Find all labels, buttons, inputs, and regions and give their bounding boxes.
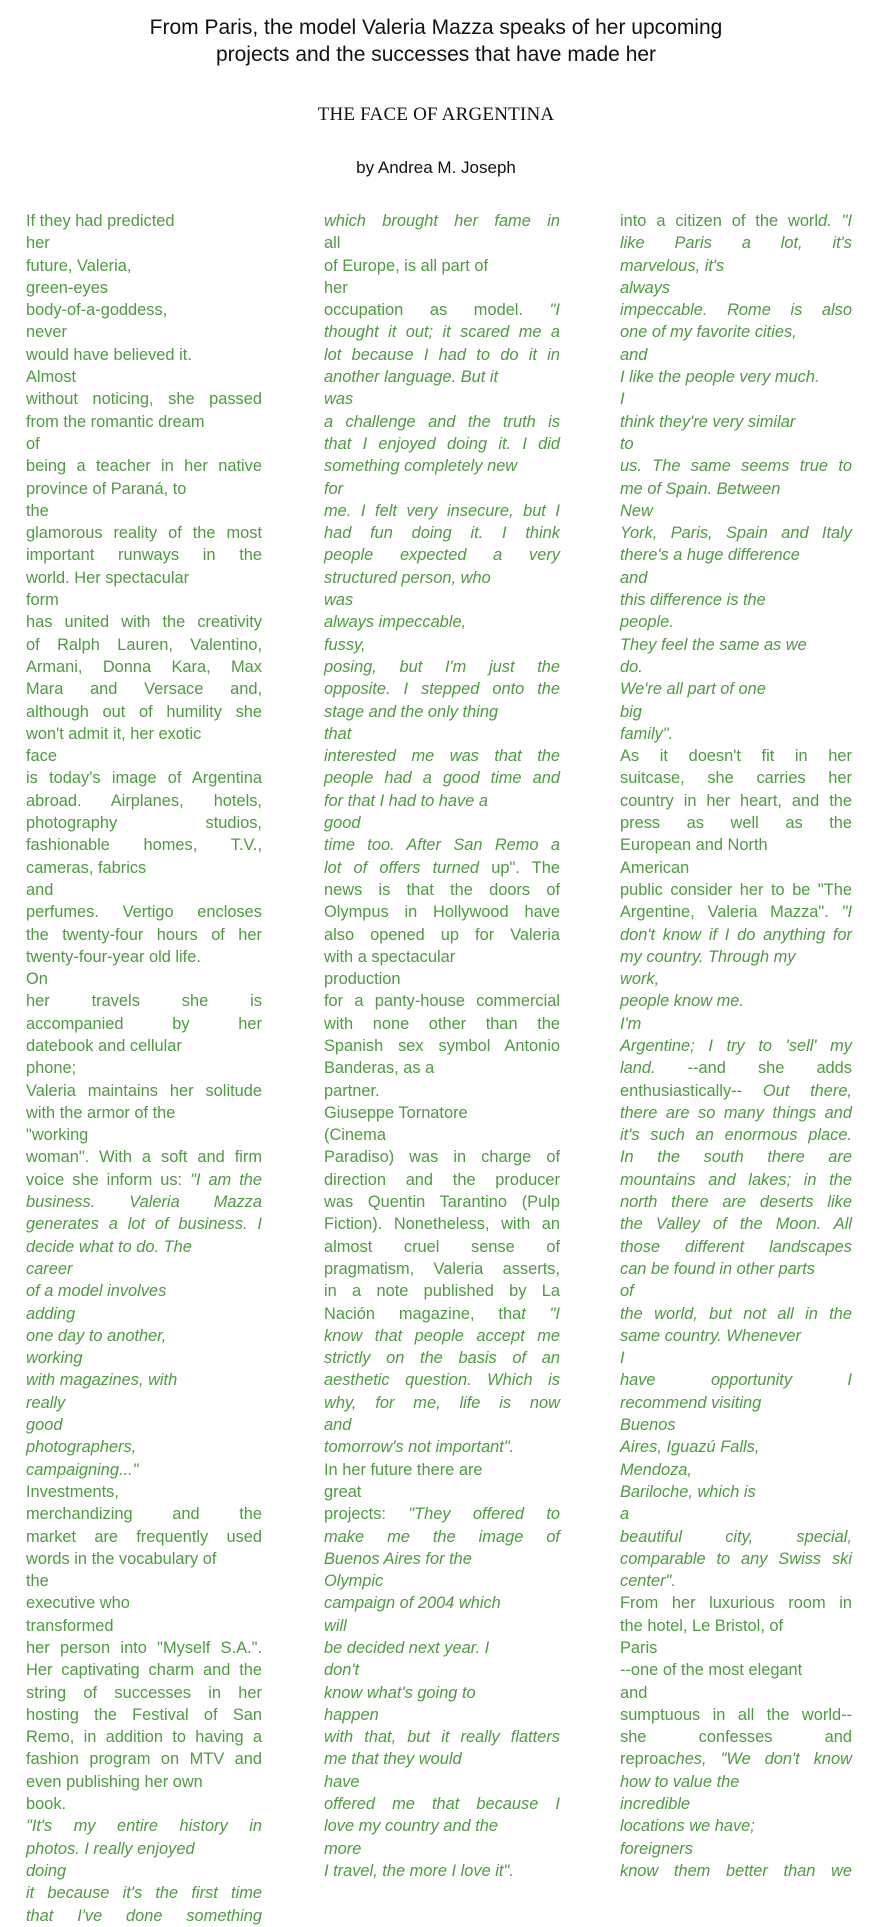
- article-line: can be found in other parts: [620, 1259, 815, 1278]
- article-line: the twenty-four hours of her: [26, 925, 262, 944]
- article-line: pragmatism, Valeria asserts,: [324, 1259, 560, 1278]
- article-line: do.: [620, 657, 643, 676]
- article-line: reproaches, "We don't know: [620, 1750, 852, 1769]
- article-line: executive who: [26, 1594, 130, 1613]
- article-line: face: [26, 747, 57, 766]
- article-line: mountains and lakes; in the: [620, 1170, 852, 1189]
- article-line: people had a good time and: [324, 769, 560, 788]
- article-line: all: [324, 234, 341, 253]
- article-line: don't know if I do anything for: [620, 925, 852, 944]
- article-line: career: [26, 1259, 73, 1278]
- article-line: province of Paraná, to: [26, 479, 187, 498]
- article-line: Paradiso) was in charge of: [324, 1148, 560, 1167]
- article-line: Argentine; I try to 'sell' my: [620, 1036, 852, 1055]
- article-line: north there are deserts like: [620, 1193, 852, 1212]
- article-line: Bariloche, which is: [620, 1482, 756, 1501]
- article-line: for: [324, 479, 344, 498]
- article-line: lot of offers turned up". The: [324, 858, 560, 877]
- article-line: it's such an enormous place.: [620, 1126, 852, 1145]
- article-line: Giuseppe Tornatore: [324, 1103, 468, 1122]
- article-line: I like the people very much.: [620, 368, 820, 387]
- article-line: that: [324, 724, 352, 743]
- article-line: for that I had to have a: [324, 791, 489, 810]
- article-line: family".: [620, 724, 674, 743]
- article-line: We're all part of one: [620, 680, 766, 699]
- article-line: On: [26, 970, 48, 989]
- article-line: has united with the creativity: [26, 613, 262, 632]
- article-line: was Quentin Tarantino (Pulp: [324, 1193, 560, 1212]
- article-line: will: [324, 1616, 347, 1635]
- article-line: the Valley of the Moon. All: [620, 1215, 852, 1234]
- article-line: never: [26, 323, 68, 342]
- article-line: almost cruel sense of: [324, 1237, 560, 1256]
- article-column-1: [26, 210, 262, 1927]
- article-line: projects: "They offered to: [324, 1505, 560, 1524]
- article-line: posing, but I'm just the: [324, 657, 560, 676]
- article-line: woman". With a soft and firm: [26, 1148, 262, 1167]
- article-line: which brought her fame in: [324, 212, 560, 230]
- article-line: enthusiastically-- Out there,: [620, 1081, 852, 1100]
- article-line: always impeccable,: [324, 613, 467, 632]
- article-line: photos. I really enjoyed: [26, 1839, 195, 1858]
- article-line: In her future there are: [324, 1460, 483, 1479]
- article-line: photography studios,: [26, 814, 262, 833]
- article-line: had fun doing it. I think: [324, 524, 560, 543]
- article-line: production: [324, 970, 401, 989]
- article-line: and: [324, 1416, 352, 1435]
- article-line: Almost: [26, 368, 77, 387]
- article-line: locations we have;: [620, 1817, 755, 1836]
- article-line: interested me was that the: [324, 747, 560, 766]
- article-line: Aires, Iguazú Falls,: [620, 1438, 760, 1457]
- article-line: people.: [620, 613, 674, 632]
- article-line: people know me.: [620, 992, 744, 1011]
- article-line: Remo, in addition to having a: [26, 1728, 262, 1747]
- article-column-2: [324, 210, 560, 1882]
- article-line: of: [26, 434, 40, 453]
- article-line: my country. Through my: [620, 947, 796, 966]
- article-line: the: [26, 1572, 49, 1591]
- article-line: accompanied by her: [26, 1014, 262, 1033]
- article-line: have: [324, 1772, 360, 1791]
- article-line: datebook and cellular: [26, 1036, 182, 1055]
- article-line: beautiful city, special,: [620, 1527, 852, 1546]
- article-line: to: [620, 434, 634, 453]
- article-line: would have believed it.: [26, 345, 192, 364]
- article-line: without noticing, she passed: [26, 390, 262, 409]
- article-line: with that, but it really flatters: [324, 1728, 560, 1747]
- article-headline: THE FACE OF ARGENTINA: [317, 104, 555, 125]
- article-line: hosting the Festival of San: [26, 1705, 262, 1724]
- article-line: aesthetic question. Which is: [324, 1371, 560, 1390]
- article-line: of Ralph Lauren, Valentino,: [26, 635, 262, 654]
- article-line: structured person, who: [324, 568, 491, 587]
- article-line: with a spectacular: [324, 947, 456, 966]
- article-line: people expected a very: [324, 546, 560, 565]
- article-line: for a panty-house commercial: [324, 992, 560, 1011]
- article-line: even publishing her own: [26, 1772, 203, 1791]
- article-line: body-of-a-goddess,: [26, 301, 168, 320]
- article-line: have opportunity I: [620, 1371, 852, 1390]
- article-line: occupation as model. "I: [324, 301, 560, 320]
- article-line: news is that the doors of: [324, 880, 560, 899]
- article-line: this difference is the: [620, 591, 766, 610]
- article-line: transformed: [26, 1616, 114, 1635]
- article-line: York, Paris, Spain and Italy: [620, 524, 852, 543]
- article-line: another language. But it: [324, 368, 499, 387]
- article-line: European and North: [620, 836, 768, 855]
- article-line: (Cinema: [324, 1126, 386, 1145]
- article-line: be decided next year. I: [324, 1639, 490, 1657]
- article-line: with the armor of the: [26, 1103, 176, 1122]
- article-line: stage and the only thing: [324, 702, 499, 721]
- article-line: Fiction). Nonetheless, with an: [324, 1215, 560, 1234]
- article-line: thought it out; it scared me a: [324, 323, 560, 342]
- article-line: was: [324, 591, 354, 610]
- article-line: that I've done something: [26, 1906, 262, 1925]
- article-line: was: [324, 390, 354, 409]
- article-line: perfumes. Vertigo encloses: [26, 903, 262, 922]
- article-line: cameras, fabrics: [26, 858, 147, 877]
- article-line: market are frequently used: [26, 1527, 262, 1546]
- article-line: know that people accept me: [324, 1326, 560, 1345]
- article-line: phone;: [26, 1059, 77, 1078]
- article-line: campaign of 2004 which: [324, 1594, 501, 1613]
- article-line: I'm: [620, 1014, 642, 1033]
- article-line: business. Valeria Mazza: [26, 1193, 262, 1212]
- article-line: the: [26, 501, 49, 520]
- article-line: something completely new: [324, 457, 518, 476]
- article-line: merchandizing and the: [26, 1505, 262, 1524]
- article-line: also opened up for Valeria: [324, 925, 560, 944]
- article-line: her travels she is: [26, 992, 262, 1011]
- article-line: Buenos Aires for the: [324, 1549, 472, 1568]
- article-line: Banderas, as a: [324, 1059, 435, 1078]
- article-line: and: [26, 880, 54, 899]
- article-line: how to value the: [620, 1772, 740, 1791]
- article-line: those different landscapes: [620, 1237, 852, 1256]
- article-column-3: [620, 210, 852, 1882]
- article-line: from the romantic dream: [26, 412, 205, 431]
- article-line: she confesses and: [620, 1728, 852, 1747]
- article-line: think they're very similar: [620, 412, 796, 431]
- article-line: "It's my entire history in: [26, 1817, 262, 1836]
- article-line: there's a huge difference: [620, 546, 800, 565]
- article-line: I: [620, 1349, 625, 1368]
- article-line: and: [620, 1683, 648, 1702]
- article-line: in a note published by La: [324, 1282, 560, 1301]
- article-line: incredible: [620, 1795, 691, 1814]
- article-line: fashion program on MTV and: [26, 1750, 262, 1769]
- article-line: press as well as the: [620, 814, 852, 833]
- article-header: [0, 14, 872, 178]
- article-line: Valeria maintains her solitude: [26, 1081, 262, 1100]
- article-line: recommend visiting: [620, 1393, 762, 1412]
- article-line: me that they would: [324, 1750, 462, 1769]
- article-line: strictly on the basis of an: [324, 1349, 560, 1368]
- article-line: of: [620, 1282, 634, 1301]
- article-line: really: [26, 1393, 66, 1412]
- article-line: tomorrow's not important".: [324, 1438, 515, 1457]
- article-line: more: [324, 1839, 362, 1858]
- article-line: form: [26, 591, 59, 610]
- article-line: good: [324, 814, 361, 833]
- article-line: won't admit it, her exotic: [26, 724, 202, 743]
- article-line: I travel, the more I love it".: [324, 1861, 514, 1880]
- article-line: They feel the same as we: [620, 635, 807, 654]
- article-line: us. The same seems true to: [620, 457, 852, 476]
- article-line: land. --and she adds: [620, 1059, 852, 1078]
- article-line: Armani, Donna Kara, Max: [26, 657, 262, 676]
- article-line: partner.: [324, 1081, 380, 1100]
- article-line: don't: [324, 1661, 360, 1680]
- article-line: big: [620, 702, 642, 721]
- article-line: photographers,: [26, 1438, 137, 1457]
- article-line: Olympus in Hollywood have: [324, 903, 560, 922]
- article-line: important runways in the: [26, 546, 262, 565]
- article-line: with none other than the: [324, 1014, 560, 1033]
- article-line: of a model involves: [26, 1282, 167, 1301]
- article-line: Mendoza,: [620, 1460, 692, 1479]
- article-line: Nación magazine, that "I: [324, 1304, 560, 1323]
- article-line: Olympic: [324, 1572, 384, 1591]
- article-line: me of Spain. Between: [620, 479, 781, 498]
- article-line: that I enjoyed doing it. I did: [324, 434, 560, 453]
- article-line: Her captivating charm and the: [26, 1661, 262, 1680]
- article-line: offered me that because I: [324, 1795, 560, 1814]
- article-line: a challenge and the truth is: [324, 412, 560, 431]
- article-line: time too. After San Remo a: [324, 836, 560, 855]
- article-line: being a teacher in her native: [26, 457, 262, 476]
- article-line: center".: [620, 1572, 676, 1591]
- article-line: campaigning...": [26, 1460, 139, 1479]
- article-line: decide what to do. The: [26, 1237, 192, 1256]
- article-line: a: [620, 1505, 630, 1524]
- article-line: Paris: [620, 1639, 658, 1657]
- article-line: direction and the producer: [324, 1170, 560, 1189]
- article-line: glamorous reality of the most: [26, 524, 262, 543]
- article-line: I: [620, 390, 625, 409]
- article-line: the hotel, Le Bristol, of: [620, 1616, 784, 1635]
- article-line: always: [620, 278, 671, 297]
- article-line: If they had predicted: [26, 212, 175, 230]
- article-line: From her luxurious room in: [620, 1594, 852, 1613]
- article-line: future, Valeria,: [26, 256, 132, 275]
- article-line: it because it's the first time: [26, 1884, 262, 1903]
- article-line: In the south there are: [620, 1148, 852, 1167]
- article-line: love my country and the: [324, 1817, 499, 1836]
- article-line: impeccable. Rome is also: [620, 301, 852, 320]
- article-line: Investments,: [26, 1482, 119, 1501]
- article-line: there are so many things and: [620, 1103, 852, 1122]
- article-line: comparable to any Swiss ski: [620, 1549, 852, 1568]
- subtitle-line-2: projects and the successes that have made her: [215, 43, 657, 66]
- article-line: is today's image of Argentina: [26, 769, 262, 788]
- article-line: string of successes in her: [26, 1683, 262, 1702]
- article-line: opposite. I stepped onto the: [324, 680, 560, 699]
- article-line: although out of humility she: [26, 702, 262, 721]
- article-line: world. Her spectacular: [26, 568, 190, 587]
- article-line: same country. Whenever: [620, 1326, 801, 1345]
- article-line: and: [620, 568, 648, 587]
- article-line: foreigners: [620, 1839, 693, 1858]
- article-line: marvelous, it's: [620, 256, 725, 275]
- article-line: book.: [26, 1795, 67, 1814]
- article-line: her: [324, 278, 348, 297]
- article-line: American: [620, 858, 690, 877]
- article-line: her person into "Myself S.A.".: [26, 1639, 262, 1657]
- article-line: Argentine, Valeria Mazza". "I: [620, 903, 852, 922]
- article-byline: by Andrea M. Joseph: [356, 158, 516, 177]
- article-line: her: [26, 234, 50, 253]
- article-line: know them better than we: [620, 1861, 852, 1880]
- article-line: great: [324, 1482, 362, 1501]
- article-line: "working: [26, 1126, 89, 1145]
- article-line: the world, but not all in the: [620, 1304, 852, 1323]
- article-line: generates a lot of business. I: [26, 1215, 262, 1234]
- article-line: of Europe, is all part of: [324, 256, 488, 275]
- article-line: into a citizen of the world. "I: [620, 212, 852, 230]
- article-line: make me the image of: [324, 1527, 560, 1546]
- article-line: one day to another,: [26, 1326, 167, 1345]
- article-line: Mara and Versace and,: [26, 680, 262, 699]
- article-line: with magazines, with: [26, 1371, 178, 1390]
- article-line: why, for me, life is now: [324, 1393, 560, 1412]
- article-line: public consider her to be "The: [620, 880, 852, 899]
- article-line: suitcase, she carries her: [620, 769, 852, 788]
- article-line: working: [26, 1349, 83, 1368]
- article-line: voice she inform us: "I am the: [26, 1170, 262, 1189]
- article-line: happen: [324, 1705, 379, 1724]
- article-line: lot because I had to do it in: [324, 345, 560, 364]
- article-line: one of my favorite cities,: [620, 323, 797, 342]
- article-line: fussy,: [324, 635, 366, 654]
- article-line: fashionable homes, T.V.,: [26, 836, 262, 855]
- article-line: green-eyes: [26, 278, 109, 297]
- article-line: abroad. Airplanes, hotels,: [26, 791, 262, 810]
- article-line: know what's going to: [324, 1683, 476, 1702]
- article-line: doing: [26, 1861, 67, 1880]
- article-line: Spanish sex symbol Antonio: [324, 1036, 560, 1055]
- article-line: twenty-four-year old life.: [26, 947, 201, 966]
- article-line: country in her heart, and the: [620, 791, 852, 810]
- article-line: and: [620, 345, 648, 364]
- article-line: words in the vocabulary of: [26, 1549, 217, 1568]
- article-line: sumptuous in all the world--: [620, 1705, 852, 1724]
- subtitle-line-1: From Paris, the model Valeria Mazza speaks of her upcoming: [149, 16, 723, 39]
- article-line: --one of the most elegant: [620, 1661, 803, 1680]
- article-line: Buenos: [620, 1416, 676, 1435]
- article-line: good: [26, 1416, 63, 1435]
- article-line: me. I felt very insecure, but I: [324, 501, 560, 520]
- article-line: As it doesn't fit in her: [620, 747, 852, 766]
- article-line: like Paris a lot, it's: [620, 234, 852, 253]
- article-line: adding: [26, 1304, 76, 1323]
- article-subtitle: [0, 14, 872, 68]
- article-line: work,: [620, 970, 660, 989]
- article-line: New: [620, 501, 653, 520]
